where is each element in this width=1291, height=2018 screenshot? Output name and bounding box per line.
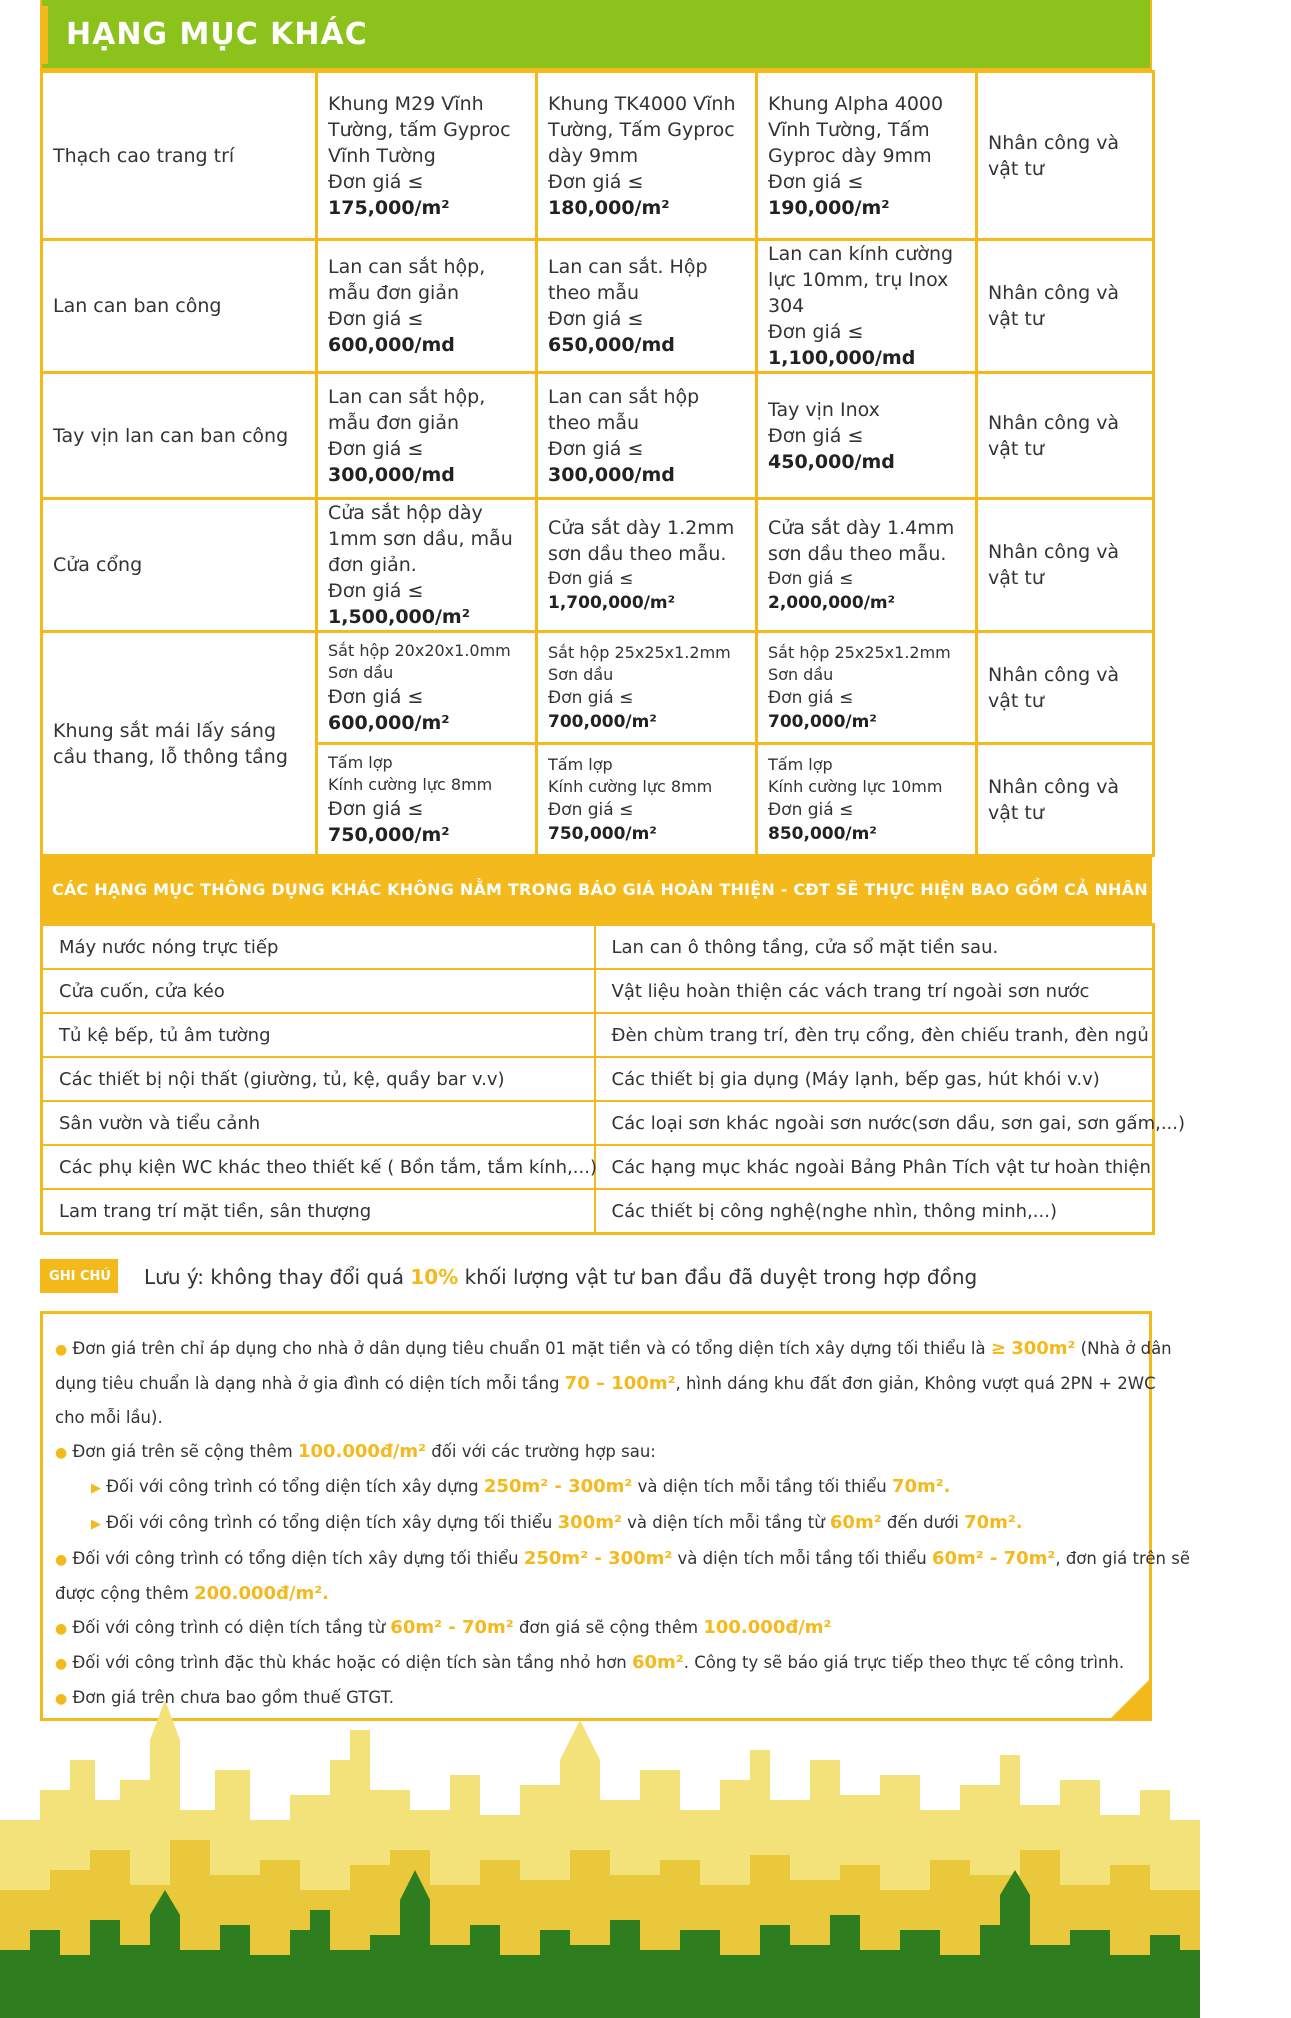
option-cell: Lan can sắt. Hộp theo mẫu Đơn giá ≤ 650,000/md: [537, 240, 757, 373]
note-subline: ▶ Đối với công trình có tổng diện tích xây dựng tối thiểu 300m² và diện tích mỗi tầng từ 60m² đến dưới 70m².: [91, 1512, 1023, 1533]
page-container: [40, 0, 1291, 1721]
note-cell: Nhân công và vật tư: [977, 240, 1154, 373]
category-cell: Lan can ban công: [42, 240, 317, 373]
section-header: [40, 0, 1152, 70]
table-row: [42, 240, 1154, 373]
list-item: Đèn chùm trang trí, đèn trụ cổng, đèn chiếu tranh, đèn ngủ: [595, 1013, 1154, 1057]
extra-items-table: [40, 923, 1186, 1235]
notes-box: [40, 1311, 1190, 1721]
bullet-icon: ●: [55, 1342, 68, 1358]
option-cell: Lan can sắt hộp, mẫu đơn giản Đơn giá ≤ 300,000/md: [317, 373, 537, 499]
note-line: cho mỗi lầu).: [55, 1408, 163, 1427]
note-cell: Nhân công và vật tư: [977, 72, 1154, 240]
note-line: ● Đối với công trình có diện tích tầng từ 60m² - 70m² đơn giá sẽ cộng thêm 100.000đ/m²: [55, 1617, 832, 1638]
option-cell: Sắt hộp 20x20x1.0mm Sơn dầu Đơn giá ≤ 600,000/m²: [317, 632, 537, 744]
bullet-icon: ●: [55, 1656, 68, 1672]
category-cell: Khung sắt mái lấy sáng cầu thang, lỗ thông tầng: [42, 632, 317, 856]
list-row: [42, 925, 1154, 970]
note-line: ● Đơn giá trên chưa bao gồm thuế GTGT.: [55, 1688, 394, 1707]
table-row: [42, 373, 1154, 499]
option-cell: Sắt hộp 25x25x1.2mm Sơn dầu Đơn giá ≤ 700,000/m²: [757, 632, 977, 744]
list-item: Các hạng mục khác ngoài Bảng Phân Tích vật tư hoàn thiện: [595, 1145, 1154, 1189]
header-accent-stripe: [40, 6, 48, 64]
list-item: Các thiết bị nội thất (giường, tủ, kệ, quầy bar v.v): [42, 1057, 595, 1101]
category-cell: Tay vịn lan can ban công: [42, 373, 317, 499]
note-heading: [40, 1245, 1152, 1305]
option-cell: Cửa sắt dày 1.4mm sơn dầu theo mẫu. Đơn giá ≤ 2,000,000/m²: [757, 499, 977, 632]
note-cell: Nhân công và vật tư: [977, 373, 1154, 499]
list-row: [42, 1057, 1154, 1101]
table-row: [42, 499, 1154, 632]
bullet-icon: ●: [55, 1691, 68, 1707]
option-cell: Lan can sắt hộp, mẫu đơn giản Đơn giá ≤ 600,000/md: [317, 240, 537, 373]
note-subline: ▶ Đối với công trình có tổng diện tích xây dựng 250m² - 300m² và diện tích mỗi tầng tối thiểu 70m².: [91, 1476, 951, 1497]
list-row: [42, 1101, 1154, 1145]
bullet-icon: ●: [55, 1445, 68, 1461]
note-line: được cộng thêm 200.000đ/m².: [55, 1583, 330, 1604]
option-cell: Sắt hộp 25x25x1.2mm Sơn dầu Đơn giá ≤ 700,000/m²: [537, 632, 757, 744]
list-row: [42, 1145, 1154, 1189]
list-row: [42, 969, 1154, 1013]
option-cell: Khung TK4000 Vĩnh Tường, Tấm Gyproc dày 9mm Đơn giá ≤ 180,000/m²: [537, 72, 757, 240]
list-item: Lan can ô thông tầng, cửa sổ mặt tiền sau.: [595, 925, 1154, 970]
section-title-text: HẠNG MỤC KHÁC: [66, 17, 368, 52]
category-cell: Thạch cao trang trí: [42, 72, 317, 240]
note-cell: Nhân công và vật tư: [977, 632, 1154, 744]
price-table: [40, 70, 1155, 857]
list-item: Các loại sơn khác ngoài sơn nước(sơn dầu, sơn gai, sơn gấm,...): [595, 1101, 1154, 1145]
city-skyline-illustration: [0, 1700, 1200, 2018]
list-item: Các thiết bị công nghệ(nghe nhìn, thông minh,...): [595, 1189, 1154, 1234]
arrow-right-icon: ▶: [91, 1481, 101, 1496]
list-item: Các thiết bị gia dụng (Máy lạnh, bếp gas, hút khói v.v): [595, 1057, 1154, 1101]
list-item: Vật liệu hoàn thiện các vách trang trí ngoài sơn nước: [595, 969, 1154, 1013]
option-cell: Lan can sắt hộp theo mẫu Đơn giá ≤ 300,000/md: [537, 373, 757, 499]
list-item: Cửa cuốn, cửa kéo: [42, 969, 595, 1013]
option-cell: Tấm lợp Kính cường lực 8mm Đơn giá ≤ 750,000/m²: [317, 744, 537, 856]
note-line: ● Đơn giá trên sẽ cộng thêm 100.000đ/m² đối với các trường hợp sau:: [55, 1441, 656, 1462]
list-item: Sân vườn và tiểu cảnh: [42, 1101, 595, 1145]
table-row: [42, 72, 1154, 240]
category-cell: Cửa cổng: [42, 499, 317, 632]
note-line: ● Đối với công trình đặc thù khác hoặc có diện tích sàn tầng nhỏ hơn 60m². Công ty sẽ báo giá trực tiếp theo thực tế công trình.: [55, 1652, 1125, 1673]
option-cell: Tấm lợp Kính cường lực 10mm Đơn giá ≤ 850,000/m²: [757, 744, 977, 856]
section-title: [42, 6, 1154, 64]
list-item: Máy nước nóng trực tiếp: [42, 925, 595, 970]
arrow-right-icon: ▶: [91, 1517, 101, 1532]
option-cell: Khung Alpha 4000 Vĩnh Tường, Tấm Gyproc dày 9mm Đơn giá ≤ 190,000/m²: [757, 72, 977, 240]
list-item: Tủ kệ bếp, tủ âm tường: [42, 1013, 595, 1057]
note-cell: Nhân công và vật tư: [977, 744, 1154, 856]
bullet-icon: ●: [55, 1621, 68, 1637]
note-line: ● Đơn giá trên chỉ áp dụng cho nhà ở dân dụng tiêu chuẩn 01 mặt tiền và có tổng diện tích xây dựng tối thiểu là ≥ 300m² (Nhà ở dân: [55, 1338, 1172, 1359]
table-row: [42, 632, 1154, 744]
list-row: [42, 1013, 1154, 1057]
option-cell: Lan can kính cường lực 10mm, trụ Inox 304 Đơn giá ≤ 1,100,000/md: [757, 240, 977, 373]
option-cell: Tay vịn Inox Đơn giá ≤ 450,000/md: [757, 373, 977, 499]
option-cell: Cửa sắt dày 1.2mm sơn dầu theo mẫu. Đơn giá ≤ 1,700,000/m²: [537, 499, 757, 632]
option-cell: Cửa sắt hộp dày 1mm sơn dầu, mẫu đơn giản. Đơn giá ≤ 1,500,000/m²: [317, 499, 537, 632]
note-tag: GHI CHÚ: [40, 1259, 120, 1293]
list-row: [42, 1189, 1154, 1234]
bullet-icon: ●: [55, 1552, 68, 1568]
option-cell: Khung M29 Vĩnh Tường, tấm Gyproc Vĩnh Tường Đơn giá ≤ 175,000/m²: [317, 72, 537, 240]
extra-items-banner: CÁC HẠNG MỤC THÔNG DỤNG KHÁC KHÔNG NẰM TRONG BÁO GIÁ HOÀN THIỆN - CĐT SẼ THỰC HIỆN BAO GỒM CẢ NHÂN CÔNG - VẬT TƯ: [40, 857, 1152, 923]
list-item: Các phụ kiện WC khác theo thiết kế ( Bồn tắm, tắm kính,...): [42, 1145, 595, 1189]
note-cell: Nhân công và vật tư: [977, 499, 1154, 632]
note-line: ● Đối với công trình có tổng diện tích xây dựng tối thiểu 250m² - 300m² và diện tích mỗi tầng tối thiểu 60m² - 70m², đơn giá trên sẽ: [55, 1548, 1190, 1569]
note-line: dụng tiêu chuẩn là dạng nhà ở gia đình có diện tích mỗi tầng 70 – 100m², hình dáng khu đất đơn giản, Không vượt quá 2PN + 2WC: [55, 1373, 1156, 1394]
list-item: Lam trang trí mặt tiền, sân thượng: [42, 1189, 595, 1234]
note-warning: Lưu ý: không thay đổi quá 10% khối lượng vật tư ban đầu đã duyệt trong hợp đồng: [144, 1265, 978, 1289]
option-cell: Tấm lợp Kính cường lực 8mm Đơn giá ≤ 750,000/m²: [537, 744, 757, 856]
